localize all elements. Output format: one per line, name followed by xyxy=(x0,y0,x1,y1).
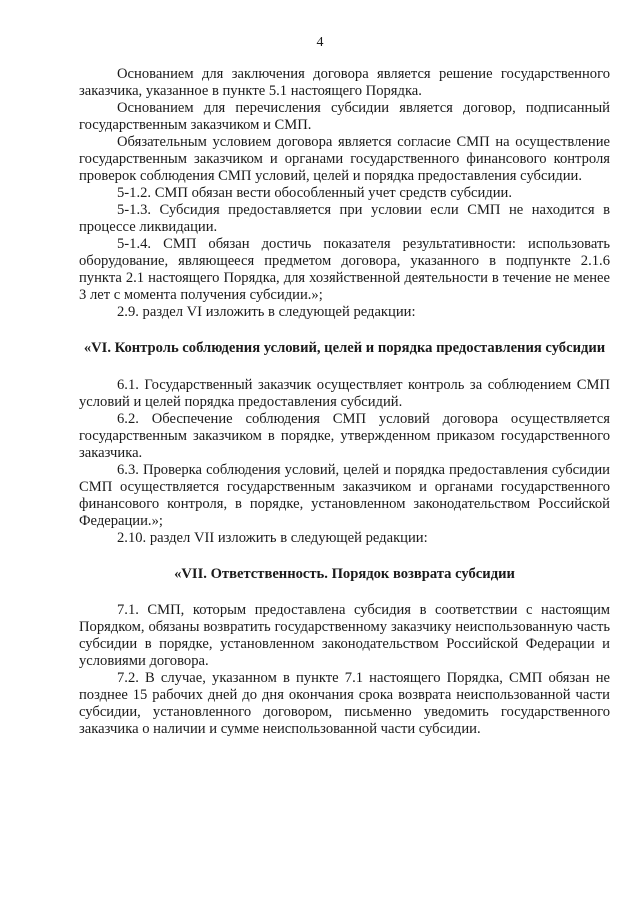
paragraph-7-1: 7.1. СМП, которым предоставлена субсидия в соответствии с настоящим Порядком, обязаны возвратить государственному заказчику неиспользованную часть субсидии в порядке, установленном законодательством Российской Федерации и условиями договора. xyxy=(79,602,610,669)
paragraph-6-1: 6.1. Государственный заказчик осуществляет контроль за соблюдением СМП условий и целей порядка предоставления субсидий. xyxy=(79,377,610,410)
paragraph-5-1-2: 5-1.2. СМП обязан вести обособленный учет средств субсидии. xyxy=(117,185,513,201)
document-body xyxy=(79,66,610,738)
section-6-heading: «VI. Контроль соблюдения условий, целей и порядка предоставления субсидии xyxy=(83,340,606,356)
page-number: 4 xyxy=(316,35,324,50)
paragraph-transfer-basis: Основанием для перечисления субсидии является договор, подписанный государственным заказчиком и СМП. xyxy=(79,100,610,133)
spacer xyxy=(79,321,610,340)
paragraph-5-1-4: 5-1.4. СМП обязан достичь показателя результативности: использовать оборудование, являющееся предметом договора, указанного в подпункте 2.1.6 пункта 2.1 настоящего Порядка, для хозяйственной деятельности в течение не менее 3 лет с момента получения субсидии.»; xyxy=(79,236,610,303)
spacer xyxy=(79,547,610,566)
section-7-heading: «VII. Ответственность. Порядок возврата субсидии xyxy=(174,566,515,582)
spacer xyxy=(79,583,610,602)
paragraph-5-1-3: 5-1.3. Субсидия предоставляется при условии если СМП не находится в процессе ликвидации. xyxy=(79,202,610,235)
paragraph-2-10: 2.10. раздел VII изложить в следующей редакции: xyxy=(117,530,428,546)
paragraph-6-3: 6.3. Проверка соблюдения условий, целей и порядка предоставления субсидии СМП осуществляется государственным заказчиком и органами государственного финансового контроля, в порядке, установленном законодательством Российской Федерации.»; xyxy=(79,462,610,529)
paragraph-6-2: 6.2. Обеспечение соблюдения СМП условий договора осуществляется государственным заказчиком в порядке, утвержденном приказом государственного заказчика. xyxy=(79,411,610,461)
spacer xyxy=(79,357,610,377)
paragraph-contract-basis: Основанием для заключения договора является решение государственного заказчика, указанное в пункте 5.1 настоящего Порядка. xyxy=(79,66,610,99)
paragraph-7-2: 7.2. В случае, указанном в пункте 7.1 настоящего Порядка, СМП обязан не позднее 15 рабочих дней до дня окончания срока возврата неиспользованной части субсидии, установленного договором, письменно уведомить государственного заказчика о наличии и сумме неиспользованной части субсидии. xyxy=(79,670,610,737)
paragraph-2-9: 2.9. раздел VI изложить в следующей редакции: xyxy=(117,304,416,320)
paragraph-mandatory-condition: Обязательным условием договора является согласие СМП на осуществление государственным заказчиком и органами государственного финансового контроля проверок соблюдения СМП условий, целей и порядка предоставления субсидии. xyxy=(79,134,610,184)
